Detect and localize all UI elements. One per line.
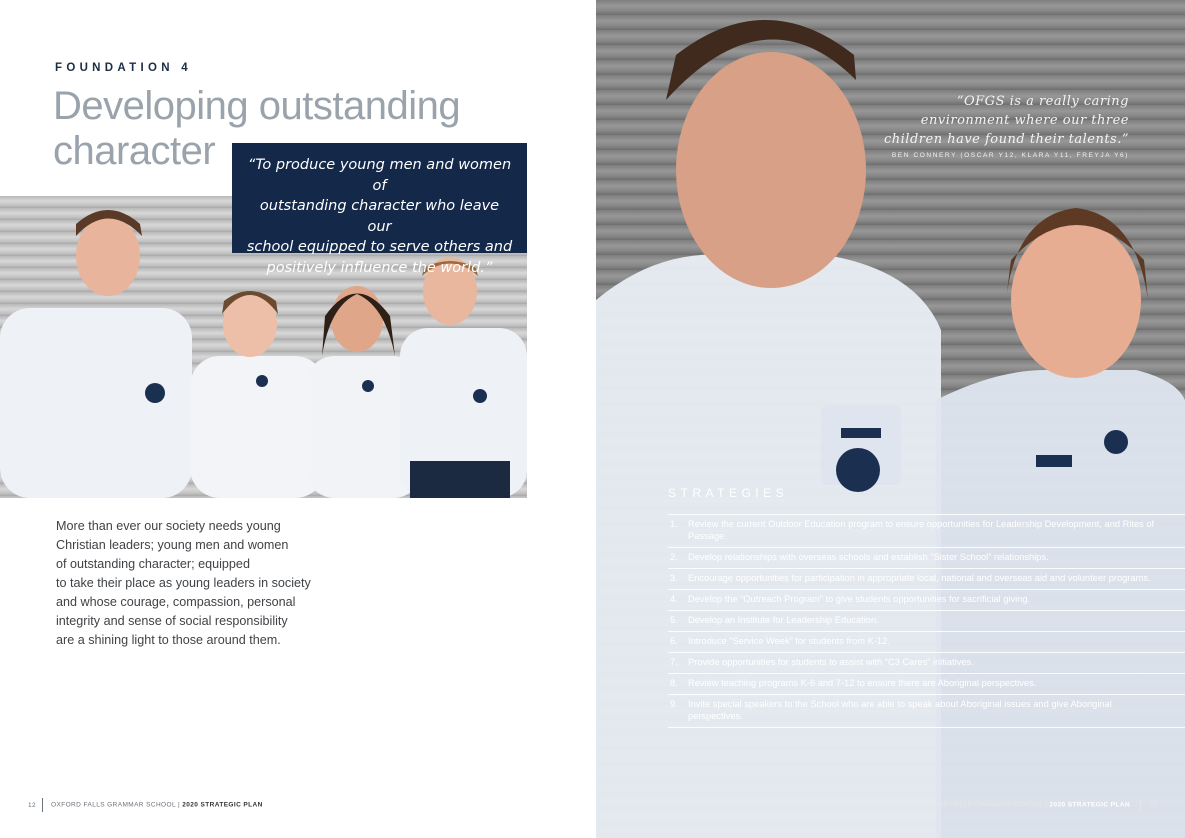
footer-plan: 2020 STRATEGIC PLAN xyxy=(1049,801,1130,809)
footer-school: OXFORD FALLS GRAMMAR SCHOOL xyxy=(51,801,176,809)
student-figure xyxy=(400,257,527,498)
quote-line: outstanding character who leave our xyxy=(259,198,500,235)
strategy-item xyxy=(668,590,1185,611)
strategies-section xyxy=(668,486,1185,728)
footer-school: OXFORD FALLS GRAMMAR SCHOOL xyxy=(918,801,1043,809)
paragraph-line: to take their place as young leaders in society xyxy=(56,576,311,590)
footer-plan: 2020 STRATEGIC PLAN xyxy=(182,801,263,809)
quote-line: “To produce young men and women of xyxy=(247,157,512,194)
strategy-text: Develop an Institute for Leadership Education. xyxy=(688,615,879,625)
strategy-item xyxy=(668,548,1185,569)
footer-divider xyxy=(42,798,43,812)
paragraph-line: and whose courage, compassion, personal xyxy=(56,595,296,609)
strategy-item xyxy=(668,695,1185,728)
testimonial-attribution: BEN CONNERY (OSCAR Y12, KLARA Y11, FREYJA Y6) xyxy=(891,152,1129,159)
strategies-heading: STRATEGIES xyxy=(668,486,789,500)
student-figure xyxy=(190,291,325,498)
mission-quote-box xyxy=(232,143,527,276)
paragraph-line: integrity and sense of social responsibility xyxy=(56,614,288,628)
strategy-number: 4. xyxy=(670,594,678,604)
strategy-number: 9. xyxy=(670,699,678,709)
paragraph-line: More than ever our society needs young xyxy=(56,519,281,533)
strategy-item xyxy=(668,515,1185,548)
strategy-number: 8. xyxy=(670,678,678,688)
left-footer: 12 OXFORD FALLS GRAMMAR SCHOOL | 2020 STRATEGIC PLAN xyxy=(28,798,263,812)
strategy-text: Review the current Outdoor Education program to ensure opportunities for Leadership Development, and Rites of Passage. xyxy=(688,519,1155,541)
strategy-text: Develop the “Outreach Program” to give students opportunities for sacrificial giving. xyxy=(688,594,1031,604)
testimonial-line: environment where our three xyxy=(920,113,1129,128)
strategy-item xyxy=(668,653,1185,674)
strategy-number: 3. xyxy=(670,573,678,583)
strategy-item xyxy=(668,611,1185,632)
strategy-list xyxy=(668,514,1185,728)
strategy-text: Review teaching programs K-6 and 7-12 to ensure there are Aboriginal perspectives. xyxy=(688,678,1037,688)
right-footer: OXFORD FALLS GRAMMAR SCHOOL | 2020 STRATEGIC PLAN 13 xyxy=(918,798,1157,812)
strategy-text: Develop relationships with overseas schools and establish “Sister School” relationships. xyxy=(688,552,1049,562)
strategy-number: 1. xyxy=(670,519,678,529)
strategy-text: Encourage opportunities for participation in appropriate local, national and overseas aid and volunteer programs. xyxy=(688,573,1151,583)
paragraph-line: Christian leaders; young men and women xyxy=(56,538,289,552)
quote-line: school equipped to serve others and xyxy=(246,239,513,255)
strategy-number: 6. xyxy=(670,636,678,646)
strategy-number: 5. xyxy=(670,615,678,625)
strategy-text: Provide opportunities for students to assist with “C3 Cares” initiatives. xyxy=(688,657,974,667)
page-title-line-1: Developing outstanding xyxy=(53,84,461,128)
strategy-number: 2. xyxy=(670,552,678,562)
student-figure xyxy=(0,210,192,498)
paragraph-line: are a shining light to those around them. xyxy=(56,633,281,647)
testimonial-line: children have found their talents.” xyxy=(884,132,1129,147)
strategy-item xyxy=(668,632,1185,653)
page-title-line-2: character xyxy=(53,129,216,173)
strategy-item xyxy=(668,674,1185,695)
paragraph-line: of outstanding character; equipped xyxy=(56,557,250,571)
testimonial-line: “OFGS is a really caring xyxy=(956,94,1129,109)
footer-divider xyxy=(1140,798,1141,812)
section-eyebrow: FOUNDATION 4 xyxy=(55,62,192,74)
parent-testimonial xyxy=(839,92,1129,149)
strategy-number: 7. xyxy=(670,657,678,667)
strategy-item xyxy=(668,569,1185,590)
intro-paragraph xyxy=(56,517,356,650)
strategy-text: Introduce “Service Week” for students from K-12. xyxy=(688,636,890,646)
page-number: 12 xyxy=(28,801,37,809)
page-number: 13 xyxy=(1148,801,1157,809)
right-page xyxy=(596,0,1185,838)
quote-line: positively influence the world.” xyxy=(266,259,493,276)
strategy-text: Invite special speakers to the School who are able to speak about Aboriginal issues and give Aboriginal perspectives. xyxy=(688,699,1112,721)
